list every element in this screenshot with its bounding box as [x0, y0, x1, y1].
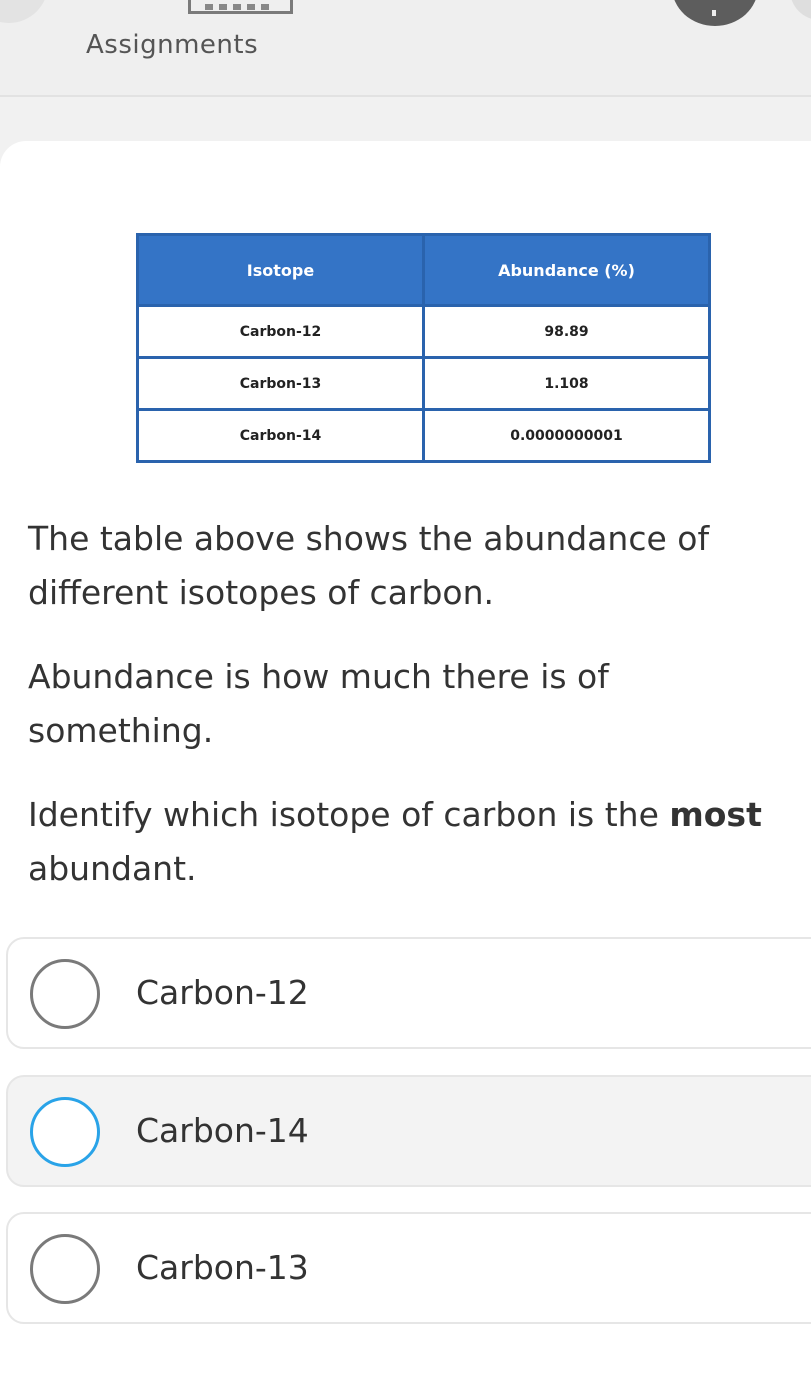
- table-cell-abundance: 0.0000000001: [424, 410, 710, 462]
- option-label: Carbon-14: [136, 1111, 309, 1150]
- option-label: Carbon-12: [136, 973, 309, 1012]
- radio-button[interactable]: [30, 1234, 100, 1304]
- radio-button[interactable]: [30, 959, 100, 1029]
- avatar-mark-icon: [712, 10, 716, 16]
- table-row: [138, 358, 710, 410]
- header-divider: [0, 95, 811, 97]
- table-row: [138, 306, 710, 358]
- radio-button[interactable]: [30, 1097, 100, 1167]
- question-text-intro: The table above shows the abundance of different isotopes of carbon.: [28, 519, 710, 612]
- option-label: Carbon-13: [136, 1248, 309, 1287]
- top-bar: [0, 0, 811, 96]
- page-title: Assignments: [86, 30, 259, 60]
- answer-option-carbon-12[interactable]: [6, 937, 811, 1049]
- table-cell-isotope: Carbon-12: [138, 306, 424, 358]
- table-cell-abundance: 1.108: [424, 358, 710, 410]
- column-header-isotope: Isotope: [138, 235, 424, 306]
- question-text-instruction: [28, 788, 803, 896]
- instruction-text-end: abundant.: [28, 849, 197, 888]
- answer-option-carbon-13[interactable]: [6, 1212, 811, 1324]
- table-header-row: [138, 235, 710, 306]
- isotope-table: [136, 233, 711, 463]
- table-row: [138, 410, 710, 462]
- progress-dots: [205, 4, 275, 10]
- instruction-text-start: Identify which isotope of carbon is the: [28, 795, 670, 834]
- answer-option-carbon-14[interactable]: [6, 1075, 811, 1187]
- back-button[interactable]: [0, 0, 48, 23]
- question-text-definition: Abundance is how much there is of something.: [28, 657, 609, 750]
- instruction-emphasis: most: [669, 795, 762, 834]
- column-header-abundance: Abundance (%): [424, 235, 710, 306]
- table-cell-abundance: 98.89: [424, 306, 710, 358]
- table-cell-isotope: Carbon-14: [138, 410, 424, 462]
- table-cell-isotope: Carbon-13: [138, 358, 424, 410]
- menu-button[interactable]: [790, 0, 811, 20]
